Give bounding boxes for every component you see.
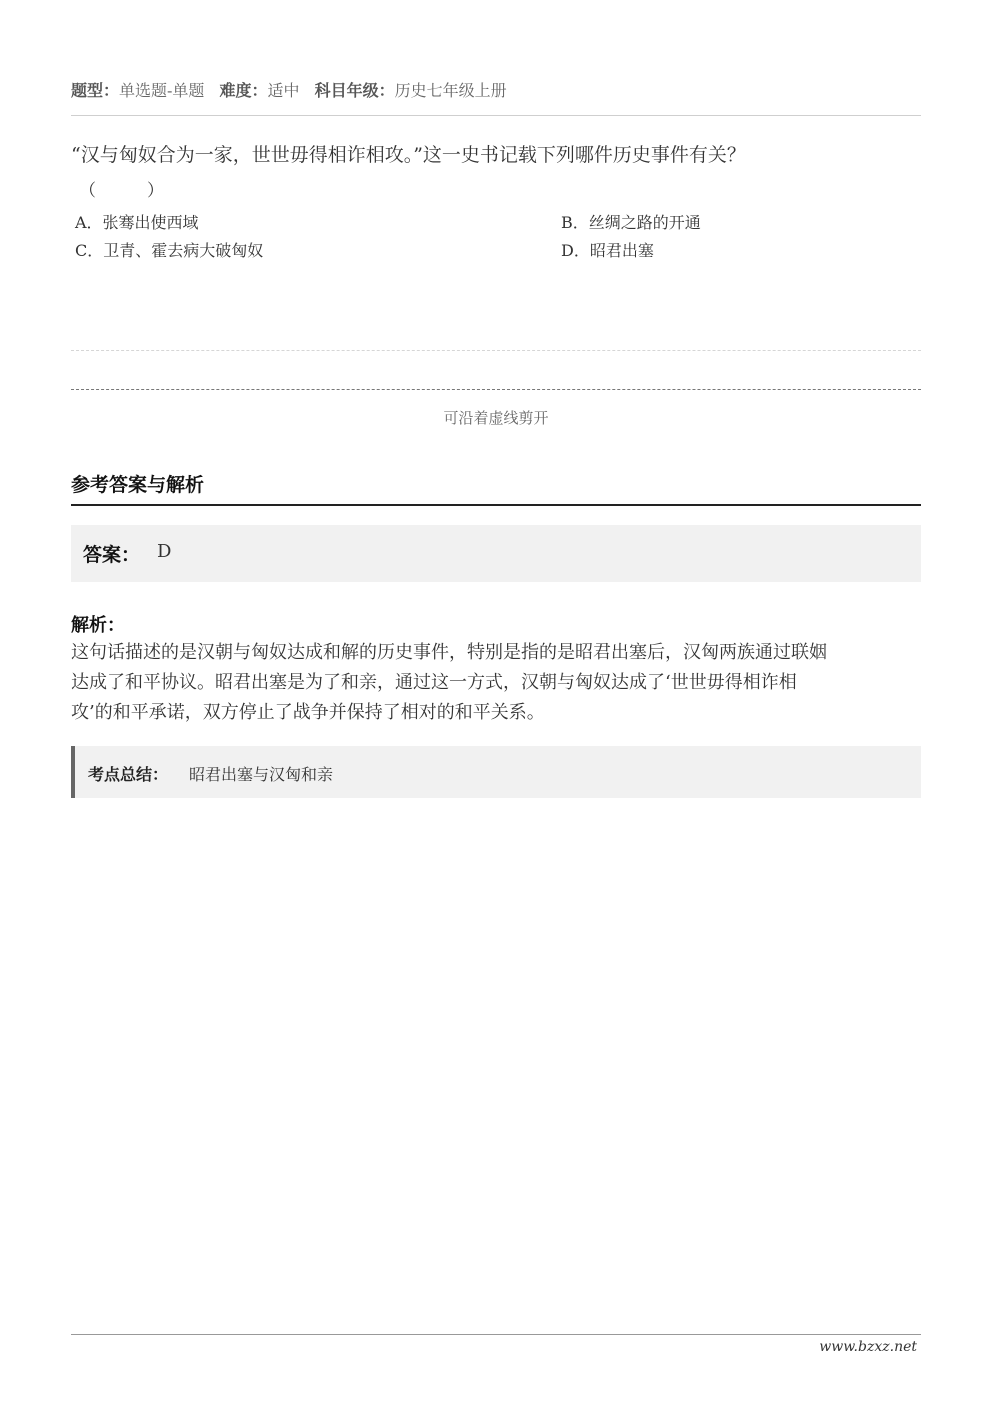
option-d[interactable]: D．昭君出塞 <box>561 241 654 260</box>
analysis-text <box>71 638 921 728</box>
analysis-line: 达成了和平协议。昭君出塞是为了和亲，通过这一方式，汉朝与匈奴达成了‘世世毋得相诈相 <box>71 672 797 693</box>
footer-url[interactable]: www.bzxz.net <box>819 1339 917 1355</box>
footer-divider <box>71 1334 921 1335</box>
cut-line <box>71 389 921 390</box>
answer-label: 答案： <box>83 544 141 566</box>
key-point-label: 考点总结： <box>88 765 169 784</box>
analysis-line: 攻’的和平承诺，双方停止了战争并保持了相对的和平关系。 <box>71 702 545 723</box>
subject-value: 历史七年级上册 <box>394 81 507 100</box>
question-meta <box>71 78 517 101</box>
option-c[interactable]: C．卫青、霍去病大破匈奴 <box>75 241 264 260</box>
difficulty-value: 适中 <box>267 81 300 100</box>
type-value: 单选题-单题 <box>119 81 205 100</box>
document-page <box>71 0 921 1403</box>
solution-title: 参考答案与解析 <box>71 474 205 496</box>
type-label: 题型： <box>71 81 120 100</box>
question-stem: “汉与匈奴合为一家，世世毋得相诈相攻。”这一史书记载下列哪件历史事件有关？ <box>71 144 746 166</box>
analysis-line: 这句话描述的是汉朝与匈奴达成和解的历史事件，特别是指的是昭君出塞后，汉匈两族通过联姻 <box>71 642 827 663</box>
answer-box <box>71 525 921 582</box>
option-b[interactable]: B．丝绸之路的开通 <box>561 213 701 232</box>
analysis-label: 解析： <box>71 615 125 636</box>
option-a[interactable]: A．张骞出使西域 <box>75 213 199 232</box>
cut-note: 可沿着虚线剪开 <box>443 409 549 427</box>
key-point-box <box>71 746 921 798</box>
key-point-value: 昭君出塞与汉匈和亲 <box>189 765 334 784</box>
light-dashed-divider <box>71 350 921 351</box>
meta-divider <box>71 115 921 116</box>
answer-value: D <box>157 541 172 562</box>
answer-blank: （ ） <box>79 181 164 201</box>
difficulty-label: 难度： <box>219 81 268 100</box>
solution-title-rule <box>71 504 921 506</box>
subject-label: 科目年级： <box>314 81 395 100</box>
